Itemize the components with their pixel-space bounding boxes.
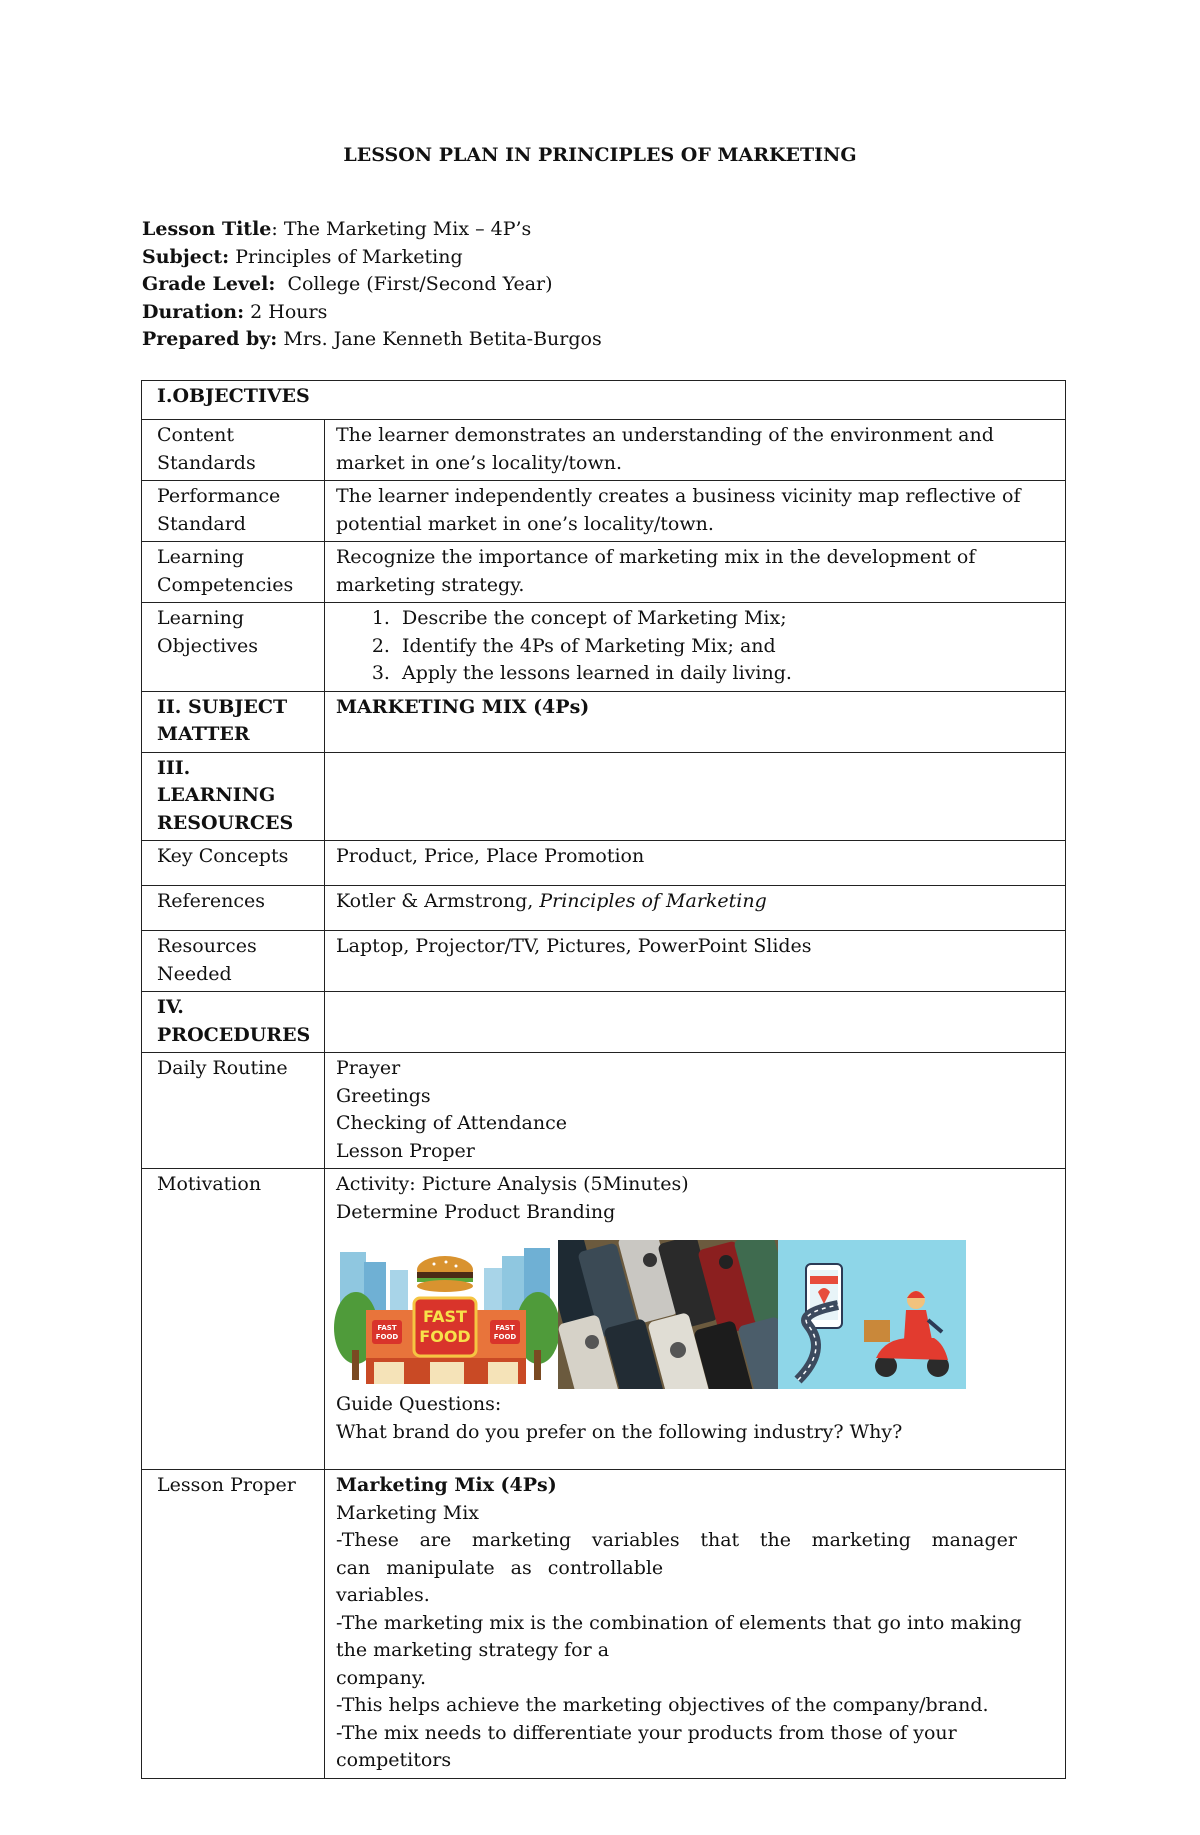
row-value: Recognize the importance of marketing mix in the development of marketing strategy. [325, 542, 1066, 603]
svg-text:FOOD: FOOD [493, 1333, 517, 1341]
row-label: Resources Needed [142, 931, 325, 992]
lesson-plan-table [141, 380, 1066, 1779]
table-row [142, 841, 1066, 886]
list-item: 3. Apply the lessons learned in daily living. [396, 660, 1055, 688]
instruction-text: Determine Product Branding [336, 1200, 616, 1223]
objectives-header: I.OBJECTIVES [142, 381, 1066, 420]
list-item: Lesson Proper [336, 1139, 475, 1162]
page-title: LESSON PLAN IN PRINCIPLES OF MARKETING [343, 144, 857, 166]
row-value: The learner demonstrates an understanding of the environment and market in one’s locality/town. [325, 420, 1066, 481]
svg-text:FOOD: FOOD [419, 1327, 471, 1346]
objectives-list [336, 605, 1055, 688]
row-value: MARKETING MIX (4Ps) [325, 691, 1066, 752]
table-row [142, 1470, 1066, 1779]
table-row [142, 931, 1066, 992]
lesson-text: the marketing strategy for a [336, 1639, 610, 1661]
table-row [142, 691, 1066, 752]
svg-text:FOOD: FOOD [375, 1333, 399, 1341]
lesson-subheading: Marketing Mix [336, 1501, 480, 1524]
table-row [142, 1053, 1066, 1169]
section-label: II. SUBJECT MATTER [142, 691, 325, 752]
section-label: IV. PROCEDURES [142, 992, 325, 1053]
row-label: Performance Standard [142, 481, 325, 542]
lesson-text: -This helps achieve the marketing objectives of the company/brand. [336, 1694, 989, 1716]
row-label: Daily Routine [142, 1053, 325, 1169]
row-value: Laptop, Projector/TV, Pictures, PowerPoint Slides [325, 931, 1066, 992]
row-value [325, 1053, 1066, 1169]
table-row [142, 542, 1066, 603]
table-row [142, 381, 1066, 420]
row-label: Learning Competencies [142, 542, 325, 603]
lesson-text: company. [336, 1666, 427, 1689]
meta-label: Duration: [142, 300, 245, 323]
meta-value: College (First/Second Year) [287, 273, 553, 295]
row-value: Product, Price, Place Promotion [325, 841, 1066, 886]
picture-strip [334, 1240, 1055, 1389]
reference-book-title: Principles of Marketing [539, 890, 767, 912]
meta-label: Subject: [142, 245, 230, 268]
lesson-text: variables. [336, 1584, 430, 1606]
list-item: 2. Identify the 4Ps of Marketing Mix; and [396, 633, 1055, 661]
meta-label: Grade Level: [142, 273, 276, 295]
row-value [325, 1169, 1066, 1470]
row-label: Key Concepts [142, 841, 325, 886]
subject-line [142, 244, 602, 272]
list-item: Checking of Attendance [336, 1112, 567, 1134]
svg-text:FAST: FAST [377, 1324, 397, 1332]
row-value: Kotler & Armstrong, Principles of Marketing [325, 886, 1066, 931]
row-value [325, 603, 1066, 692]
row-label: Motivation [142, 1169, 325, 1470]
svg-text:FAST: FAST [495, 1324, 515, 1332]
lesson-text: -The mix needs to differentiate your products from those of your competitors [336, 1721, 957, 1771]
table-row [142, 481, 1066, 542]
grade-level-line [142, 271, 602, 299]
meta-value: Principles of Marketing [235, 245, 463, 268]
delivery-image [778, 1240, 966, 1389]
lesson-text: can manipulate as controllable [336, 1556, 664, 1579]
row-label: References [142, 886, 325, 931]
meta-label: Lesson Title [142, 218, 272, 240]
table-row [142, 420, 1066, 481]
row-label: Lesson Proper [142, 1470, 325, 1779]
activity-text: Activity: Picture Analysis (5Minutes) [336, 1173, 689, 1195]
fast-food-image [334, 1240, 558, 1389]
lesson-title-line: Lesson Title: The Marketing Mix – 4P’s [142, 218, 532, 240]
row-value [325, 1470, 1066, 1779]
fast-food-sign: FAST [423, 1307, 467, 1326]
lesson-text: -The marketing mix is the combination of elements that go into making [336, 1611, 1022, 1634]
list-item: Greetings [336, 1084, 431, 1107]
table-row [142, 752, 1066, 841]
meta-label: Prepared by: [142, 328, 278, 350]
duration-line [142, 299, 602, 327]
table-row [142, 603, 1066, 692]
row-label: Content Standards [142, 420, 325, 481]
lesson-text: -These are marketing variables that the marketing manager [336, 1529, 1017, 1551]
section-label: III. LEARNING RESOURCES [142, 752, 325, 841]
row-value: The learner independently creates a business vicinity map reflective of potential market in one’s locality/town. [325, 481, 1066, 542]
lesson-heading: Marketing Mix (4Ps) [336, 1474, 557, 1496]
meta-value: The Marketing Mix – 4P’s [283, 218, 532, 240]
meta-value: 2 Hours [250, 300, 328, 323]
meta-value: Mrs. Jane Kenneth Betita-Burgos [283, 328, 602, 350]
prepared-by-line [142, 326, 602, 354]
lesson-info [142, 216, 602, 354]
guide-question: What brand do you prefer on the following industry? Why? [336, 1420, 903, 1443]
list-item: 1. Describe the concept of Marketing Mix; [396, 605, 1055, 633]
table-row [142, 886, 1066, 931]
list-item: Prayer [336, 1057, 401, 1079]
row-value [325, 752, 1066, 841]
table-row [142, 1169, 1066, 1470]
row-value [325, 992, 1066, 1053]
smartphones-image [558, 1240, 778, 1389]
table-row [142, 992, 1066, 1053]
guide-questions-title: Guide Questions: [336, 1393, 502, 1415]
row-label: Learning Objectives [142, 603, 325, 692]
